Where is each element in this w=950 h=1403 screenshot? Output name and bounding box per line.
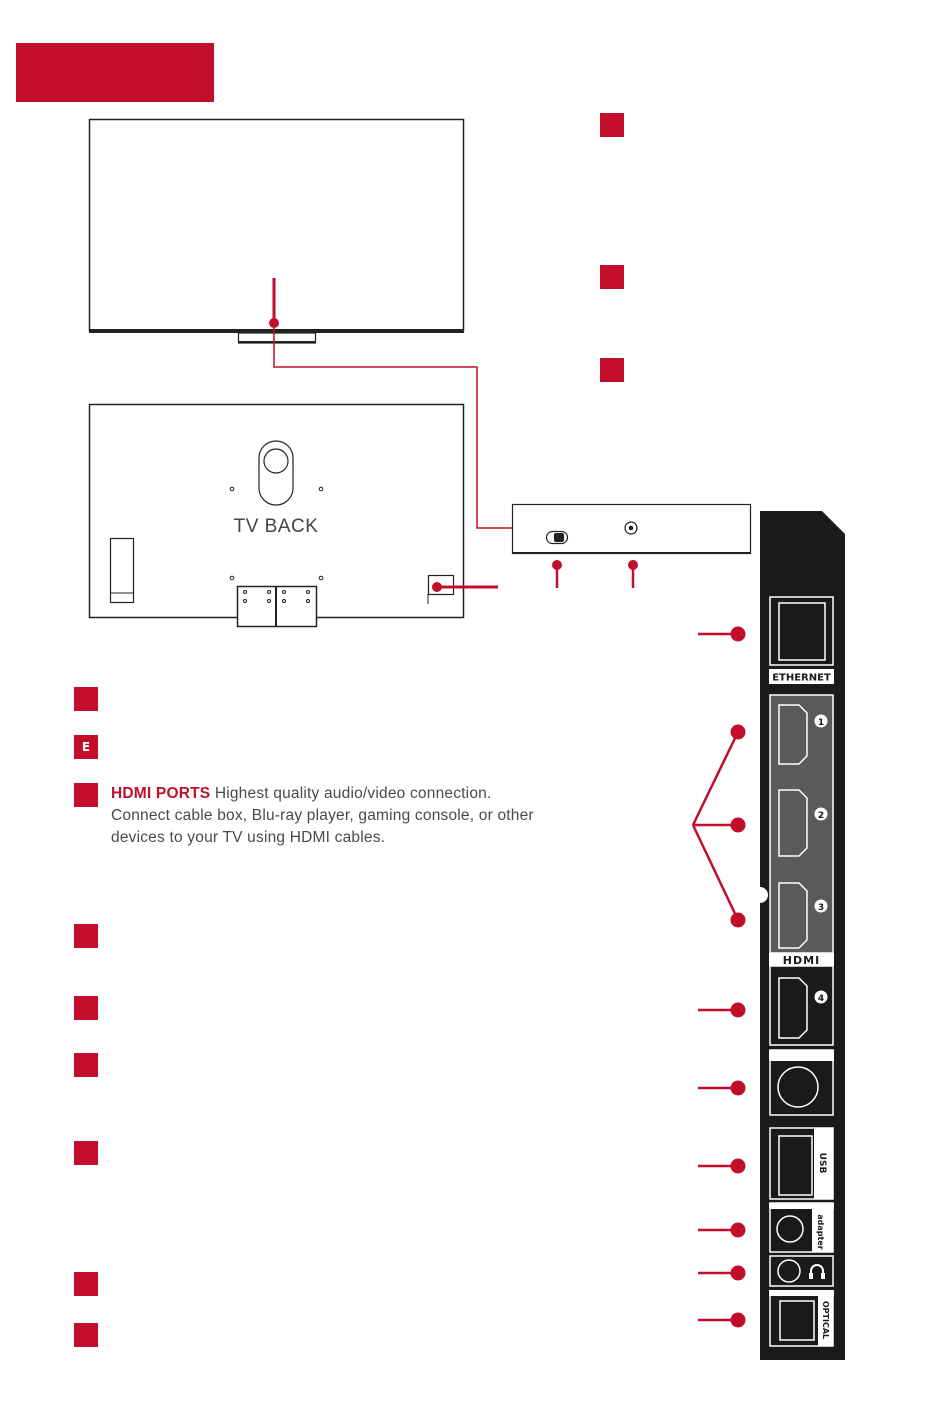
legend-marker [74,687,98,711]
control-box [512,505,751,589]
hdmi-ports-text: Highest quality audio/video connection. Connect cable box, Blu-ray player, gaming console, or other devices to your TV using HDMI cables. [111,785,534,846]
legend-marker [74,1141,98,1165]
hdmi-ports-description [111,783,551,849]
hdmi-port-4-number: 4 [817,994,825,1004]
usb-label: USB [817,1152,827,1174]
hdmi-port-1-number: 1 [817,718,825,728]
legend-marker [74,924,98,948]
hdmi-ports-title: HDMI PORTS [111,785,211,802]
tv-front [89,120,464,344]
legend-marker [74,1272,98,1296]
legend-marker [74,996,98,1020]
hdmi-port-2-number: 2 [817,811,825,821]
port-callouts [693,627,746,1328]
optical-label: OPTICAL [821,1300,830,1340]
tv-back-label: TV BACK [233,516,319,537]
legend-marker [74,1053,98,1077]
legend-marker-hdmi [74,783,98,807]
hdmi-logo: HDMI [782,954,821,967]
ethernet-label: ETHERNET [772,672,831,684]
legend-marker-e: E [74,735,98,759]
legend-marker [74,1323,98,1347]
port-panel [760,511,845,1360]
hdmi-port-3-number: 3 [817,903,825,913]
adapter-label: adapter [816,1214,825,1250]
